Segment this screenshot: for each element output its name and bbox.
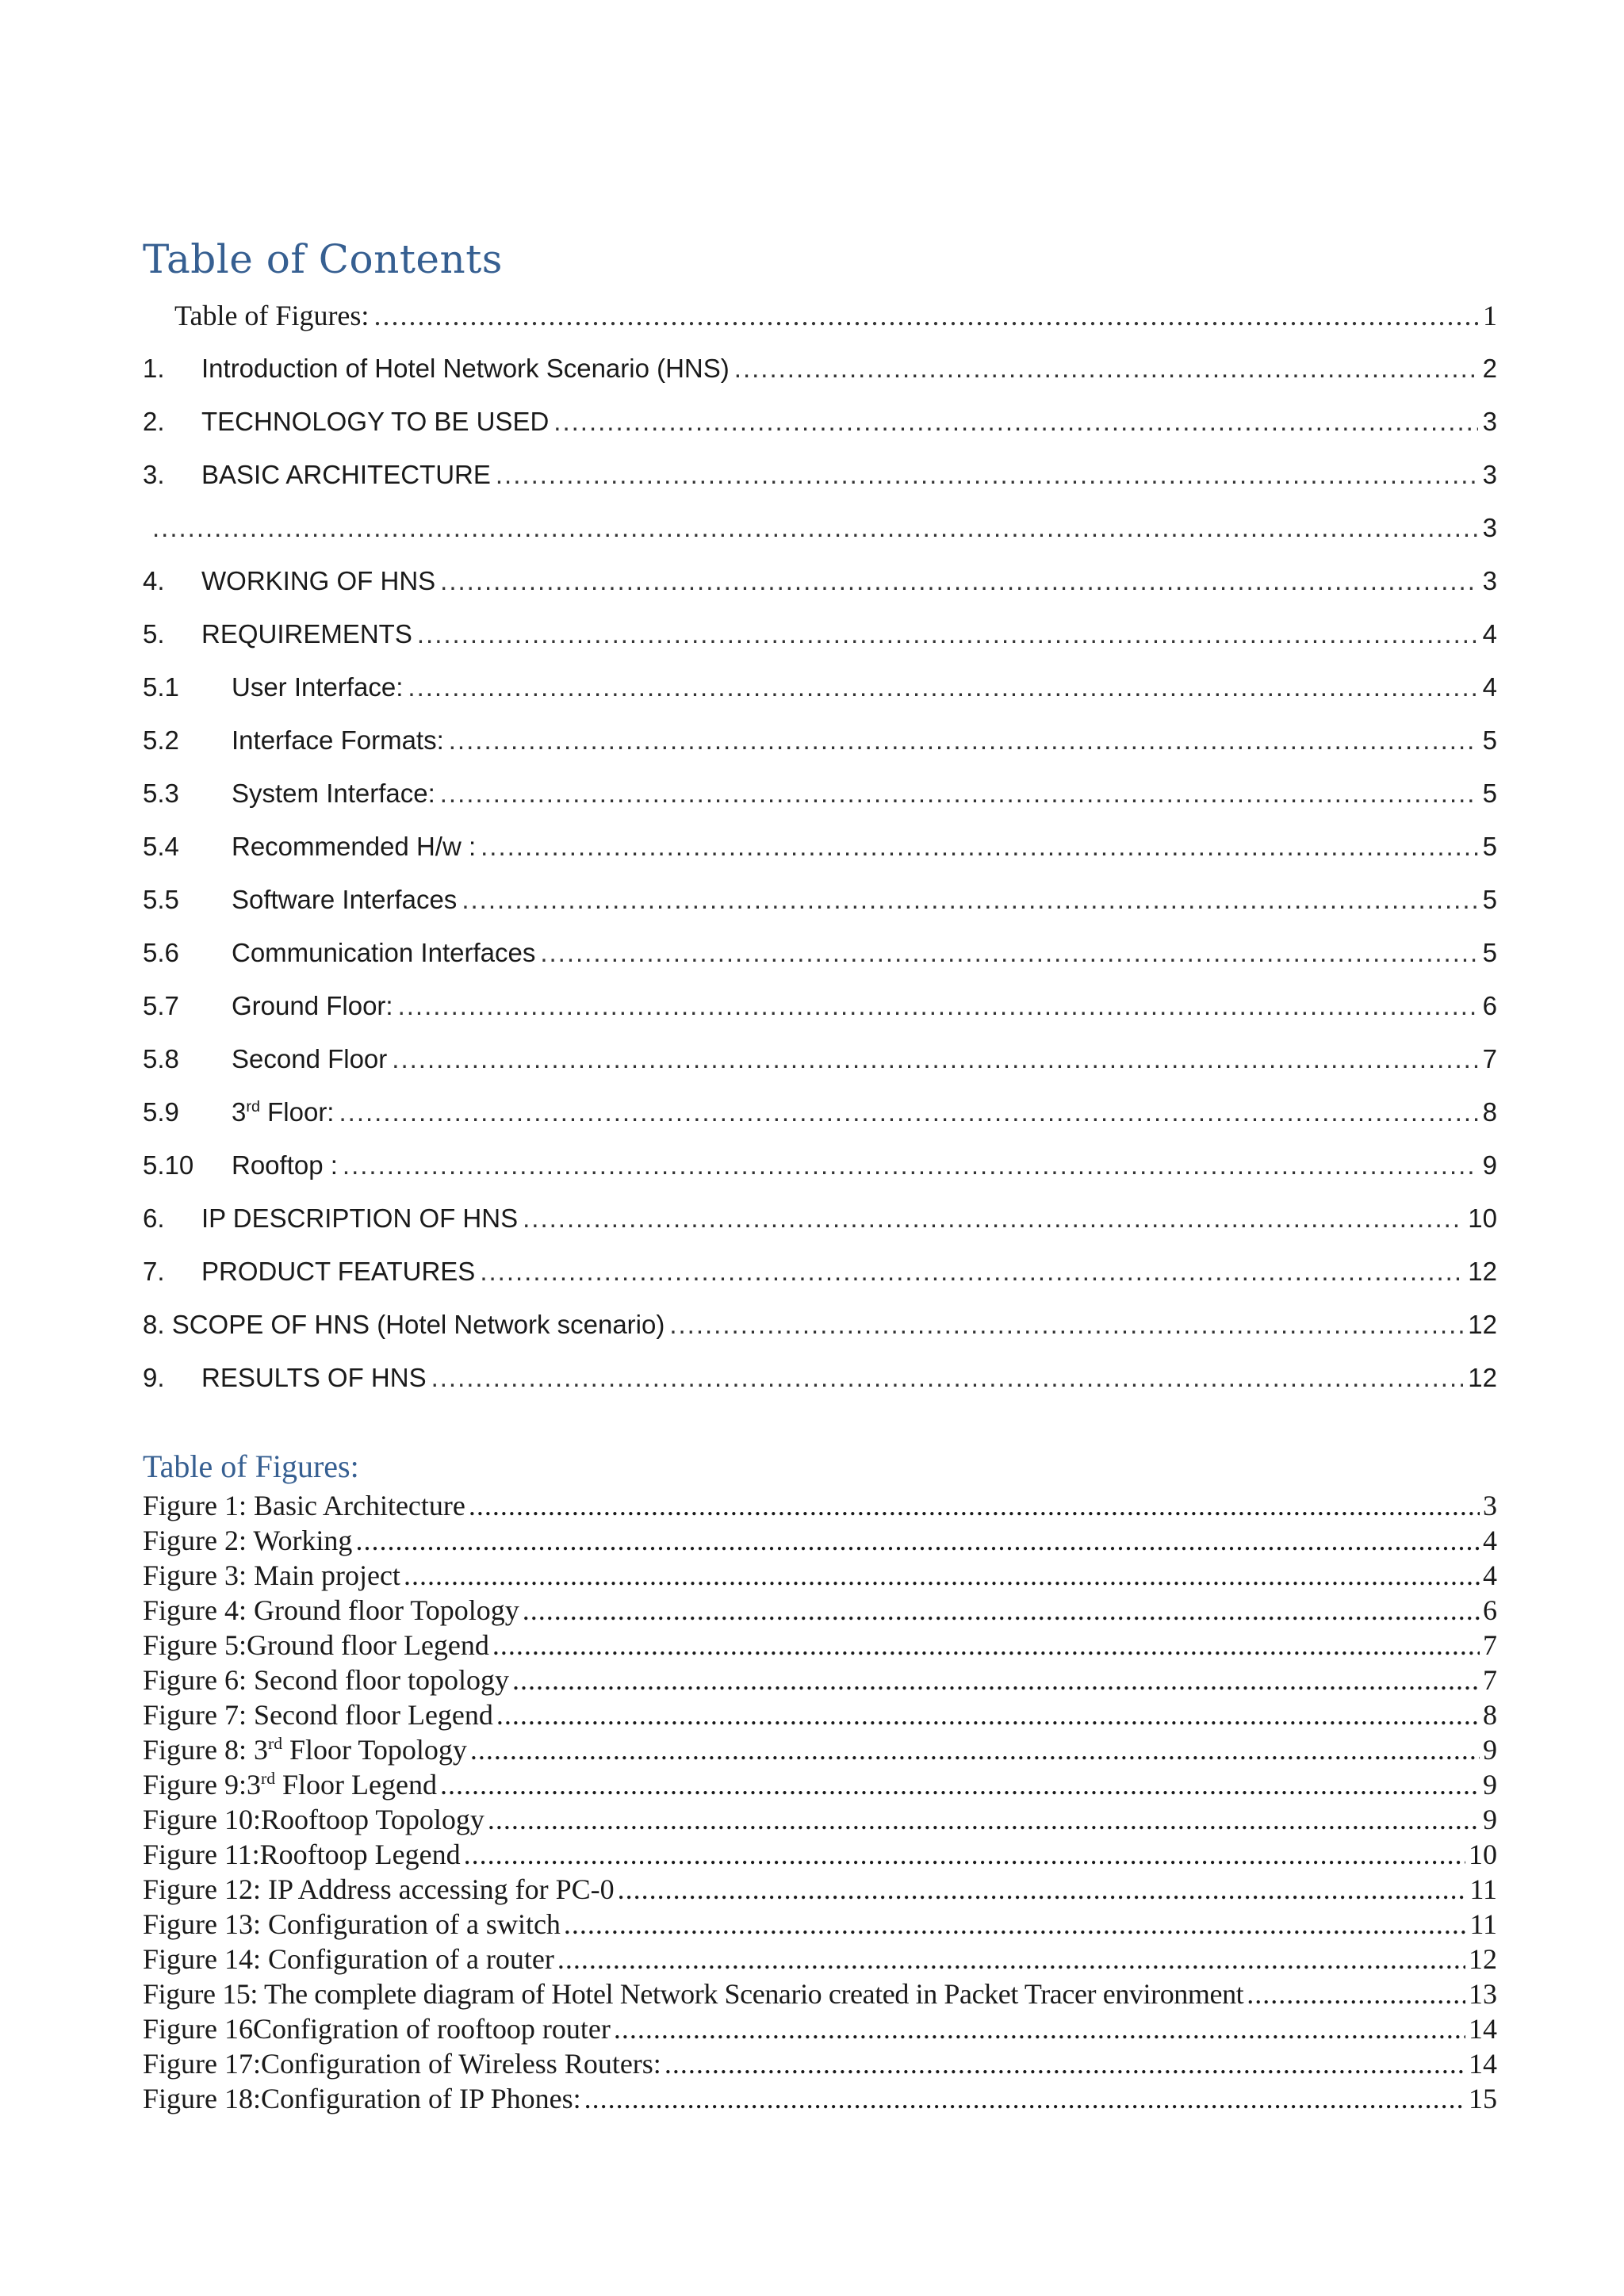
toc-entry-number: 4. <box>143 566 165 595</box>
toc-leader-dots <box>462 884 1477 916</box>
toc-entry-number: 5.3 <box>143 779 179 808</box>
figure-leader-dots <box>488 1803 1480 1836</box>
toc-leader-dots <box>440 778 1478 809</box>
toc-leader-dots <box>496 459 1478 491</box>
figure-leader-dots <box>470 1733 1480 1766</box>
figure-entry-page: 9 <box>1483 1804 1497 1835</box>
figure-leader-dots <box>523 1594 1480 1627</box>
toc-entry-page: 12 <box>1468 1363 1497 1392</box>
toc-entry-page: 7 <box>1482 1044 1497 1073</box>
figure-leader-dots <box>1247 1977 1465 2011</box>
figure-entry[interactable] <box>143 2080 1497 2115</box>
toc-entry-number: 5.8 <box>143 1044 179 1073</box>
figure-entry-page: 11 <box>1469 1908 1497 1940</box>
figure-entry-page: 11 <box>1469 1873 1497 1905</box>
toc-entry-label: REQUIREMENTS <box>201 619 412 649</box>
figure-entry-label-rest: Floor Topology <box>282 1734 467 1766</box>
figure-leader-dots <box>557 1942 1465 1976</box>
figure-entry-label: Figure 5:Ground floor Legend <box>143 1629 489 1661</box>
figure-leader-dots <box>665 2047 1465 2080</box>
figure-entry-page: 9 <box>1483 1734 1497 1766</box>
figure-entry-page: 3 <box>1483 1490 1497 1521</box>
toc-leader-dots <box>152 512 1478 544</box>
toc-entry-number: 5.6 <box>143 938 179 967</box>
figure-leader-dots <box>469 1489 1480 1522</box>
toc-entry-label: Table of Figures: <box>174 300 370 331</box>
toc-entry-label: BASIC ARCHITECTURE <box>201 460 491 489</box>
toc-entry-label: Rooftop : <box>232 1150 338 1180</box>
toc-entry[interactable] <box>143 1195 1497 1234</box>
toc-entry-number: 1. <box>143 354 165 383</box>
toc-leader-dots <box>480 1256 1463 1288</box>
figure-entry[interactable] <box>143 1941 1497 1976</box>
toc-leader-dots <box>540 937 1477 969</box>
toc-entry-number: 5. <box>143 619 165 649</box>
toc-entry[interactable] <box>143 610 1497 650</box>
figure-entry[interactable] <box>143 1592 1497 1627</box>
toc-entry-page: 1 <box>1483 300 1497 331</box>
toc-entry-number: 3. <box>143 460 165 489</box>
toc-entry[interactable] <box>143 664 1497 703</box>
toc-leader-dots <box>734 353 1478 385</box>
figure-entry-label: Figure 12: IP Address accessing for PC-0 <box>143 1873 615 1905</box>
toc-entry[interactable] <box>143 1142 1497 1181</box>
figure-leader-dots <box>618 1873 1467 1906</box>
toc-entry[interactable] <box>143 929 1497 969</box>
toc-entry-page: 5 <box>1482 779 1497 808</box>
toc-entry[interactable] <box>143 1301 1497 1341</box>
toc-entry-number: 5.4 <box>143 832 179 861</box>
toc-entry[interactable] <box>143 982 1497 1022</box>
toc-entry-number: 5.10 <box>143 1150 194 1180</box>
toc-leader-dots <box>398 990 1478 1022</box>
toc-entry-label: Software Interfaces <box>232 885 458 914</box>
toc-title: Table of Contents <box>143 236 503 282</box>
figure-entry-page: 6 <box>1483 1594 1497 1626</box>
toc-entry-label: Communication Interfaces <box>232 938 536 967</box>
toc-entry[interactable] <box>143 1248 1497 1288</box>
toc-entry-label-prefix: 3 <box>232 1097 247 1127</box>
toc-entry-label: WORKING OF HNS <box>201 566 436 595</box>
figure-entry-label: Figure 18:Configuration of IP Phones: <box>143 2083 581 2114</box>
toc-entry[interactable] <box>143 1354 1497 1394</box>
toc-leader-dots <box>408 672 1477 703</box>
figure-entry-label-rest: Floor Legend <box>275 1769 437 1800</box>
figure-leader-dots <box>584 2082 1465 2115</box>
figure-entry[interactable] <box>143 1487 1497 1522</box>
figure-leader-dots <box>496 1698 1480 1732</box>
toc-entry-number: 7. <box>143 1257 165 1286</box>
toc-entry[interactable] <box>143 823 1497 863</box>
figure-entry-page: 10 <box>1469 1839 1497 1870</box>
toc-entry-label: Interface Formats: <box>232 725 444 755</box>
toc-leader-dots <box>392 1043 1477 1075</box>
figure-entry-label: Figure 17:Configuration of Wireless Routers: <box>143 2048 661 2080</box>
figure-leader-dots <box>614 2012 1465 2045</box>
figure-entry-label: Figure 15: The complete diagram of Hotel Network Scenario created in Packet Tracer environment <box>143 1978 1244 2010</box>
toc-entry-page: 4 <box>1482 619 1497 649</box>
toc-entry-label <box>232 1096 334 1128</box>
toc-entry-page: 2 <box>1482 354 1497 383</box>
toc-entry-page: 12 <box>1468 1310 1497 1339</box>
figure-entry-page: 4 <box>1483 1525 1497 1556</box>
figure-entry-page: 14 <box>1469 2013 1497 2045</box>
toc-entry-page: 12 <box>1468 1257 1497 1286</box>
toc-entry[interactable] <box>143 292 1497 331</box>
toc-entry[interactable] <box>143 1089 1497 1128</box>
toc-entry[interactable] <box>143 345 1497 385</box>
toc-leader-dots <box>669 1309 1463 1341</box>
figure-entry[interactable] <box>143 1801 1497 1836</box>
figure-entry-label: Figure 4: Ground floor Topology <box>143 1594 519 1626</box>
figure-entry-page: 7 <box>1483 1664 1497 1696</box>
toc-entry[interactable] <box>143 717 1497 756</box>
figure-entry[interactable] <box>143 1836 1497 1871</box>
toc-entry-label: System Interface: <box>232 779 435 808</box>
toc-entry-page: 3 <box>1482 566 1497 595</box>
toc-entry-page: 3 <box>1482 513 1497 542</box>
toc-entry-page: 5 <box>1482 938 1497 967</box>
figure-entry[interactable] <box>143 1522 1497 1557</box>
figure-leader-dots <box>492 1628 1480 1662</box>
figure-entry-label: Figure 2: Working <box>143 1525 353 1556</box>
toc-leader-dots <box>449 725 1478 756</box>
toc-entry-number: 6. <box>143 1203 165 1233</box>
toc-leader-dots <box>481 831 1478 863</box>
figure-leader-dots <box>404 1559 1480 1592</box>
figure-entry[interactable] <box>143 2011 1497 2045</box>
toc-leader-dots <box>343 1150 1478 1181</box>
toc-entry-page: 5 <box>1482 832 1497 861</box>
ordinal-suffix: rd <box>261 1769 275 1788</box>
toc-entry-label: RESULTS OF HNS <box>201 1363 427 1392</box>
figure-leader-dots <box>564 1908 1466 1941</box>
figure-entry-label: Figure 11:Rooftoop Legend <box>143 1839 461 1870</box>
toc-entry-page: 5 <box>1482 725 1497 755</box>
figure-entry-label: Figure 13: Configuration of a switch <box>143 1908 561 1940</box>
toc-entry[interactable] <box>143 557 1497 597</box>
toc-entry-label: Second Floor <box>232 1044 388 1073</box>
figure-entry-page: 7 <box>1483 1629 1497 1661</box>
figure-entry[interactable] <box>143 1662 1497 1697</box>
figures-title: Table of Figures: <box>143 1448 359 1484</box>
toc-entry-label-rest: Floor: <box>259 1097 335 1127</box>
figure-entry-label: Figure 7: Second floor Legend <box>143 1699 493 1731</box>
toc-entry-number: 5.9 <box>143 1097 179 1127</box>
toc-entry-blank[interactable] <box>143 504 1497 544</box>
figure-entry-page: 14 <box>1469 2048 1497 2080</box>
toc-entry-label: Recommended H/w : <box>232 832 477 861</box>
toc-leader-dots <box>339 1096 1477 1128</box>
figure-entry[interactable] <box>143 1697 1497 1732</box>
figure-leader-dots <box>355 1524 1480 1557</box>
toc-entry-number: 5.5 <box>143 885 179 914</box>
figure-entry[interactable] <box>143 1627 1497 1662</box>
figure-entry-label-prefix: Figure 8: 3 <box>143 1734 268 1766</box>
figure-entry[interactable] <box>143 1906 1497 1941</box>
toc-leader-dots <box>417 618 1478 650</box>
toc-leader-dots <box>440 565 1477 597</box>
figure-entry[interactable] <box>143 1732 1497 1766</box>
figure-entry-label <box>143 1768 437 1801</box>
toc-leader-dots <box>553 406 1477 438</box>
figure-entry-page: 15 <box>1469 2083 1497 2114</box>
figure-entry[interactable] <box>143 1766 1497 1801</box>
toc-leader-dots <box>431 1362 1464 1394</box>
figure-entry-label: Figure 10:Rooftoop Topology <box>143 1804 485 1835</box>
figure-entry-label: Figure 14: Configuration of a router <box>143 1943 554 1975</box>
toc-entry-label: IP DESCRIPTION OF HNS <box>201 1203 519 1233</box>
toc-entry-number: 2. <box>143 407 165 436</box>
figure-entry-label: Figure 16Configration of rooftoop router <box>143 2013 611 2045</box>
toc-entry[interactable] <box>143 1035 1497 1075</box>
toc-entry-page: 6 <box>1482 991 1497 1020</box>
toc-entry-page: 3 <box>1482 460 1497 489</box>
toc-entry-label: TECHNOLOGY TO BE USED <box>201 407 550 436</box>
toc-entry-number: 5.7 <box>143 991 179 1020</box>
toc-entry-label: 8. SCOPE OF HNS (Hotel Network scenario) <box>143 1310 665 1339</box>
figure-entry-label <box>143 1733 467 1766</box>
ordinal-suffix: rd <box>246 1098 260 1115</box>
toc-entry[interactable] <box>143 770 1497 809</box>
toc-entry-page: 9 <box>1482 1150 1497 1180</box>
toc-entry-number: 5.2 <box>143 725 179 755</box>
figure-leader-dots <box>464 1838 1465 1871</box>
toc-entry[interactable] <box>143 876 1497 916</box>
toc-leader-dots <box>373 300 1478 331</box>
toc-entry-page: 4 <box>1482 672 1497 702</box>
toc-entry-page: 8 <box>1482 1097 1497 1127</box>
figure-entry-page: 4 <box>1483 1559 1497 1591</box>
toc-entry-page: 5 <box>1482 885 1497 914</box>
figure-entry-page: 9 <box>1483 1769 1497 1800</box>
figure-entry[interactable] <box>143 1557 1497 1592</box>
figure-entry[interactable] <box>143 1871 1497 1906</box>
toc-entry[interactable] <box>143 451 1497 491</box>
figure-leader-dots <box>512 1663 1480 1697</box>
figure-entry-label: Figure 1: Basic Architecture <box>143 1490 465 1521</box>
figure-entry[interactable] <box>143 2045 1497 2080</box>
figure-leader-dots <box>440 1768 1480 1801</box>
toc-entry-page: 10 <box>1468 1203 1497 1233</box>
toc-entry-label: PRODUCT FEATURES <box>201 1257 476 1286</box>
toc-entry[interactable] <box>143 398 1497 438</box>
figure-entry-label-prefix: Figure 9:3 <box>143 1769 261 1800</box>
figure-entry-page: 8 <box>1483 1699 1497 1731</box>
ordinal-suffix: rd <box>268 1734 282 1753</box>
toc-leader-dots <box>523 1203 1463 1234</box>
toc-entry-number: 5.1 <box>143 672 179 702</box>
figure-entry-page: 12 <box>1469 1943 1497 1975</box>
toc-entry-label: User Interface: <box>232 672 404 702</box>
figure-entry-page: 13 <box>1469 1978 1497 2010</box>
toc-entry-page: 3 <box>1482 407 1497 436</box>
figure-entry-label: Figure 3: Main project <box>143 1559 400 1591</box>
figure-entry[interactable] <box>143 1976 1497 2011</box>
toc-entry-label: Ground Floor: <box>232 991 393 1020</box>
figure-entry-label: Figure 6: Second floor topology <box>143 1664 509 1696</box>
toc-entry-number: 9. <box>143 1363 165 1392</box>
toc-entry-label: Introduction of Hotel Network Scenario (HNS) <box>201 354 730 383</box>
